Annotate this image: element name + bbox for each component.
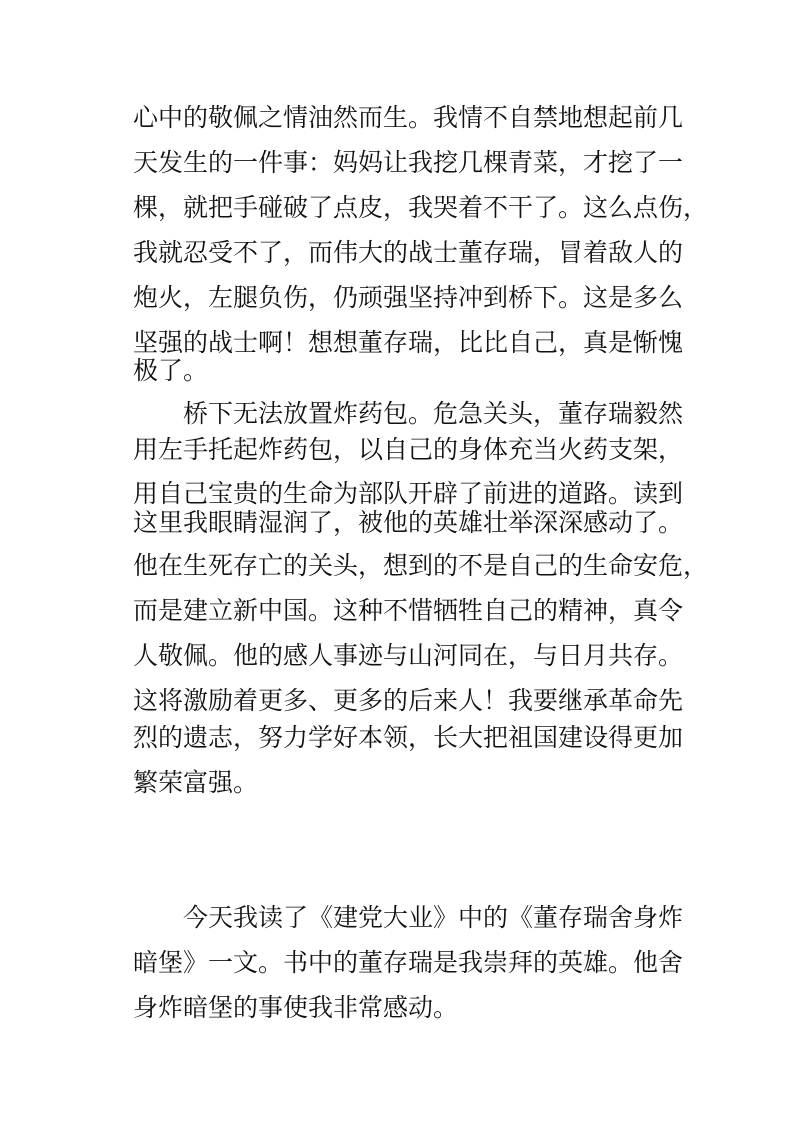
text-line: 炮火，左腿负伤，仍顽强坚持冲到桥下。这是多么: [133, 283, 684, 312]
text-line: 坚强的战士啊！想想董存瑞，比比自己，真是惭愧: [133, 328, 684, 357]
text-line: 烈的遗志，努力学好本领，长大把祖国建设得更加: [133, 723, 684, 752]
text-line: 心中的敬佩之情油然而生。我情不自禁地想起前几: [133, 103, 684, 132]
text-line: 繁荣富强。: [133, 768, 259, 797]
text-line: 用自己宝贵的生命为部队开辟了前进的道路。读到: [133, 479, 684, 508]
text-line: 今天我读了《建党大业》中的《董存瑞舍身炸: [133, 903, 684, 932]
text-line: 极了。: [133, 356, 209, 385]
text-line: 他在生死存亡的关头，想到的不是自己的生命安危，: [133, 551, 709, 580]
text-line: 身炸暗堡的事使我非常感动。: [133, 993, 459, 1022]
text-line: 天发生的一件事：妈妈让我挖几棵青菜，才挖了一: [133, 148, 684, 177]
text-line: 而是建立新中国。这种不惜牺牲自己的精神，真令: [133, 596, 684, 625]
text-line: 这将激励着更多、更多的后来人！我要继承革命先: [133, 686, 684, 715]
text-line: 用左手托起炸药包，以自己的身体充当火药支架，: [133, 435, 684, 464]
text-line: 我就忍受不了，而伟大的战士董存瑞，冒着敌人的: [133, 238, 684, 267]
text-line: 这里我眼睛湿润了，被他的英雄壮举深深感动了。: [133, 508, 684, 537]
text-line: 暗堡》一文。书中的董存瑞是我崇拜的英雄。他舍: [133, 948, 684, 977]
text-line: 人敬佩。他的感人事迹与山河同在，与日月共存。: [133, 641, 684, 670]
text-line: 棵，就把手碰破了点皮，我哭着不干了。这么点伤，: [133, 193, 709, 222]
text-line: 桥下无法放置炸药包。危急关头，董存瑞毅然: [133, 399, 684, 428]
